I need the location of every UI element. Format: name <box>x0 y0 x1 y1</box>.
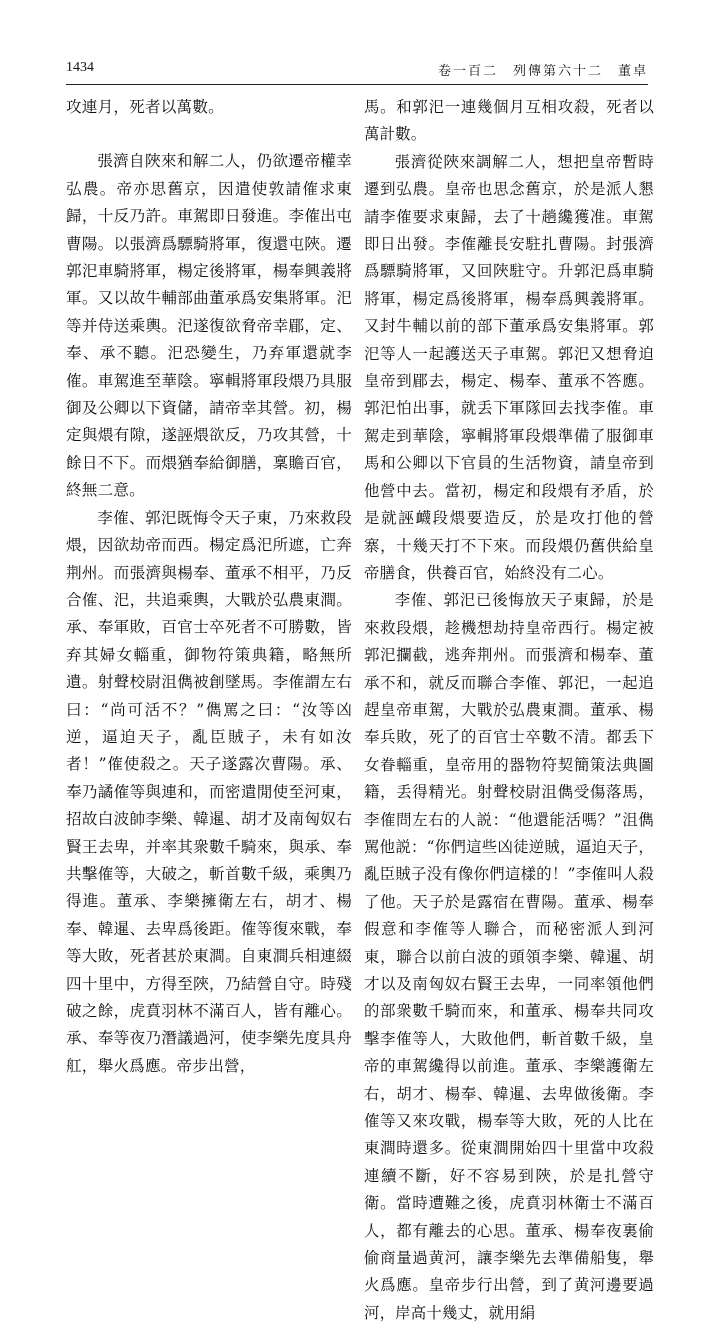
header-rule <box>66 84 648 85</box>
paragraph: 攻連月，死者以萬數。 <box>66 98 224 116</box>
page-number: 1434 <box>66 60 94 75</box>
paragraph: 張濟自陜來和解二人，仍欲遷帝權幸弘農。帝亦思舊京，因遣使敦請傕求東歸，十反乃許。車駕即日發進。李傕出屯曹陽。以張濟爲驃騎將軍，復還屯陜。遷郭汜車騎將軍，楊定後將軍，楊奉興義將軍。又以故牛輔部曲董承爲安集將軍。汜等并侍送乘輿。汜遂復欲脅帝幸郿，定、奉、承不聽。汜恐變生，乃弃軍還就李傕。車駕進至華陰。寧輯將軍段煨乃具服御及公卿以下資儲，請帝幸其營。初，楊定與煨有隙，遂誣煨欲反，乃攻其營，十餘日不下。而煨猶奉給御膳，稟贍百官，終無二意。 <box>66 152 352 500</box>
paragraph: 張濟從陜來調解二人，想把皇帝暫時遷到弘農。皇帝也思念舊京，於是派人懇請李傕要求東歸，去了十趟纔獲准。車駕即日出發。李傕離長安駐扎曹陽。封張濟爲驃騎將軍，又回陜駐守。升郭汜爲車騎將軍，楊定爲後將軍，楊奉爲興義將軍。又封牛輔以前的部下董承爲安集將軍。郭汜等人一起護送天子車駕。郭汜又想脅迫皇帝到郿去，楊定、楊奉、董承不答應。郭汜怕出事，就丢下軍隊回去找李傕。車駕走到華陰，寧輯將軍段煨準備了服御車馬和公卿以下官員的生活物資，請皇帝到他營中去。當初，楊定和段煨有矛盾，於是就誣衊段煨要造反，於是攻打他的營寨，十幾天打不下來。而段煨仍舊供給皇帝膳食，供養百官，始終没有二心。 <box>364 152 654 582</box>
running-title: 卷一百二 列傳第六十二 董卓 <box>437 64 648 79</box>
paragraph: 馬。和郭汜一連幾個月互相攻殺，死者以萬計數。 <box>364 98 654 144</box>
classical-text-column <box>66 94 352 1080</box>
paragraph: 李傕、郭汜已後悔放天子東歸，於是來救段煨，趁機想劫持皇帝西行。楊定被郭汜攔截，逃奔荆州。而張濟和楊奉、董承不和，就反而聯合李傕、郭汜，一起追趕皇帝車駕，大戰於弘農東澗。董承、楊奉兵敗，死了的百官士卒數不清。都丢下女眷輜重，皇帝用的器物符契簡策法典圖籍，丢得精光。射聲校尉沮儁受傷落馬，李傕問左右的人説：“他還能活嗎？”沮儁駡他説：“你們這些凶徒逆賊，逼迫天子，亂臣賊子没有像你們這樣的！”李傕叫人殺了他。天子於是露宿在曹陽。董承、楊奉假意和李傕等人聯合，而秘密派人到河東，聯合以前白波的頭領李樂、韓暹、胡才以及南匈奴右賢王去卑，一同率領他們的部衆數千騎而來，和董承、楊奉共同攻擊李傕等人，大敗他們，斬首數千級，皇帝的車駕纔得以前進。董承、李樂護衛左右，胡才、楊奉、韓暹、去卑做後衛。李傕等又來攻戰，楊奉等大敗，死的人比在東澗時還多。從東澗開始四十里當中攻殺連續不斷，好不容易到陜，於是扎營守衛。當時遭難之後，虎賁羽林衛士不滿百人，都有離去的心思。董承、楊奉夜裏偷偷商量過黄河，讓李樂先去準備船隻，舉火爲應。皇帝步行出營，到了黄河邊要過河，岸高十幾丈，就用絹 <box>364 591 654 1322</box>
paragraph: 李傕、郭汜既悔令天子東，乃來救段煨，因欲劫帝而西。楊定爲汜所遮，亡奔荆州。而張濟與楊奉、董承不相平，乃反合傕、汜，共追乘輿，大戰於弘農東澗。承、奉軍敗，百官士卒死者不可勝數，皆弃其婦女輜重，御物符策典籍，略無所遺。射聲校尉沮儁被創墜馬。李傕謂左右曰：“尚可活不？”儁罵之曰：“汝等凶逆，逼迫天子，亂臣賊子，未有如汝者！”傕使殺之。天子遂露次曹陽。承、奉乃譎傕等與連和，而密遣閒使至河東，招故白波帥李樂、韓暹、胡才及南匈奴右賢王去卑，并率其衆數千騎來，與承、奉共擊傕等，大破之，斬首數千級，乘輿乃得進。董承、李樂擁衛左右，胡才、楊奉、韓暹、去卑爲後距。傕等復來戰，奉等大敗，死者甚於東澗。自東澗兵相連綴四十里中，方得至陜，乃結營自守。時殘破之餘，虎賁羽林不滿百人，皆有離心。承、奉等夜乃潛議過河，使李樂先度具舟舡，舉火爲應。帝步出營， <box>66 508 352 1075</box>
translation-column <box>364 94 654 1327</box>
page-header <box>66 58 648 82</box>
